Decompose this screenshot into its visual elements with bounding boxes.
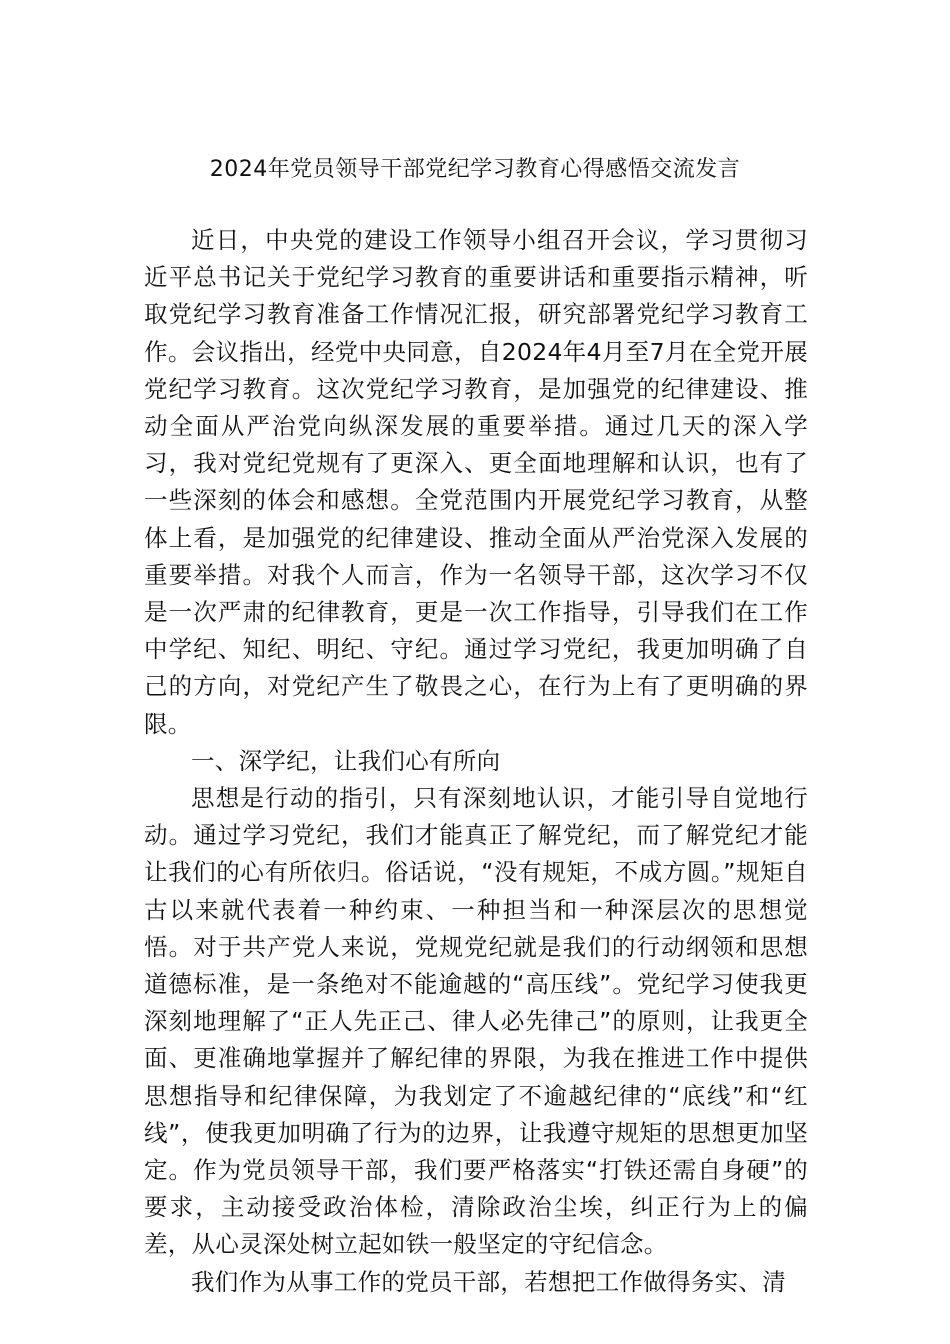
document-title: 2024年党员领导干部党纪学习教育心得感悟交流发言 xyxy=(209,157,741,182)
paragraph-continuation: 我们作为从事工作的党员干部，若想把工作做得务实、清 xyxy=(191,1267,786,1296)
section-heading: 一、深学纪，让我们心有所向 xyxy=(191,746,501,775)
paragraph-intro: 近日，中央党的建设工作领导小组召开会议，学习贯彻习近平总书记关于党纪学习教育的重要讲话和重要指示精神，听取党纪学习教育准备工作情况汇报，研究部署党纪学习教育工作。会议指出，经党中央同意，自2024年4月至7月在全党开展党纪学习教育。这次党纪学习教育，是加强党的纪律建设、推动全面从严治党向纵深发展的重要举措。通过几天的深入学习，我对党纪党规有了更深入、更全面地理解和认识，也有了一些深刻的体会和感想。全党范围内开展党纪学习教育，从整体上看，是加强党的纪律建设、推动全面从严治党深入发展的重要举措。对我个人而言，作为一名领导干部，这次学习不仅是一次严肃的纪律教育，更是一次工作指导，引导我们在工作中学纪、知纪、明纪、守纪。通过学习党纪，我更加明确了自己的方向，对党纪产生了敬畏之心，在行为上有了更明确的界限。 xyxy=(144,226,808,738)
document-body xyxy=(144,222,808,1301)
paragraph-section-one: 思想是行动的指引，只有深刻地认识，才能引导自觉地行动。通过学习党纪，我们才能真正了解党纪，而了解党纪才能让我们的心有所依归。俗话说，“没有规矩，不成方圆。”规矩自古以来就代表着一种约束、一种担当和一种深层次的思想觉悟。对于共产党人来说，党规党纪就是我们的行动纲领和思想道德标准，是一条绝对不能逾越的“高压线”。党纪学习使我更深刻地理解了“正人先正己、律人必先律己”的原则，让我更全面、更准确地掌握并了解纪律的界限，为我在推进工作中提供思想指导和纪律保障，为我划定了不逾越纪律的“底线”和“红线”，使我更加明确了行为的边界，让我遵守规矩的思想更加坚定。作为党员领导干部，我们要严格落实“打铁还需自身硬”的要求，主动接受政治体检，清除政治尘埃，纠正行为上的偏差，从心灵深处树立起如铁一般坚定的守纪信念。 xyxy=(144,784,808,1259)
